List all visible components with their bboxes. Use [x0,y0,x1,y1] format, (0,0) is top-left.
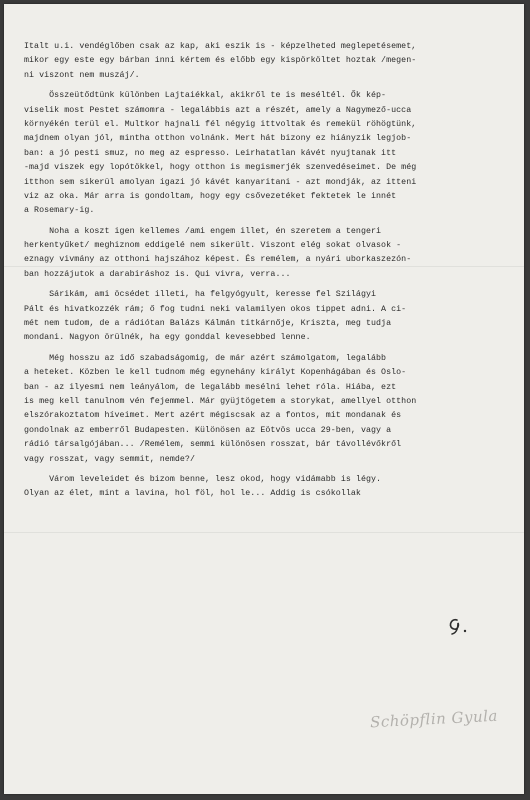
text-line: Noha a koszt igen kellemes /ami engem illet, én szeretem a tengeri [24,226,382,236]
faded-signature: Schöpflin Gyula [369,706,499,732]
text-line: a heteket. Közben le kell tudnom még egynehány királyt Kopenhágában és Oslo- [24,368,407,378]
letter-paragraph [24,288,514,346]
letter-paragraph [24,40,514,83]
text-line: Pált és hivatkozzék rám; ő fog tudni neki valamilyen okos tippet adni. A ci- [24,304,407,314]
letter-paragraph [24,89,514,219]
text-line: gondolnak az emberről Budapesten. Különösen az Eötvös ucca 29-ben, vagy a [24,425,392,435]
handwritten-initial-mark [446,616,470,636]
text-line: vagy rosszat, vagy semmit, nemde?/ [24,454,195,464]
text-line: is meg kell tanulnom vén fejemmel. Már gyüjtögetem a storykat, amellyel otthon [24,396,417,406]
text-line: Összeütődtünk különben Lajtaiékkal, akikről te is meséltél. Ők kép- [24,91,387,101]
text-line: eznagy vivmány az otthoni hajszához képest. És remélem, a nyári uborkaszezón- [24,255,412,265]
letter-paragraph [24,352,514,467]
text-line: Italt u.i. vendéglőben csak az kap, aki eszik is - képzelheted meglepetésemet, [24,42,417,51]
text-line: itthon sem sikerül amolyan igazi jó kávét kanyaritani - azt mondják, az itteni [24,177,417,187]
text-line: Még hosszu az idő szabadságomig, de már azért számolgatom, legalább [24,353,387,363]
text-line: majdnem olyan jól, mintha otthon volnánk. Mert hát bizony ez hiányzik legjob- [24,134,412,144]
text-line: -majd viszek egy lopótökkel, hogy otthon is megismerjék szenvedéseimet. De még [24,163,417,173]
text-line: viz az oka. Már arra is gondoltam, hogy egy csővezetéket fektetek le innét [24,191,397,201]
text-line: Sárikám, ami öcsédet illeti, ha felgyógyult, keresse fel Szilágyi [24,290,377,300]
text-line: ban hozzájutok a darabiráshoz is. Qui vivra, verra... [24,269,291,279]
text-line: herkentyűket/ meghiznom eddigelé nem sikerült. Viszont elég sokat olvasok - [24,241,402,251]
paper-fold [4,532,524,533]
text-line: viselik most Pestet számomra - legalábbis azt a részét, amely a Nagymező-ucca [24,105,412,115]
text-line: Olyan az élet, mint a lavina, hol föl, hol le... Addig is csókollak [24,489,361,499]
text-line: mondani. Nagyon örülnék, ha egy gonddal kevesebbed lenne. [24,333,311,343]
text-line: mét nem tudom, de a rádiótan Balázs Kálmán titkárnője, Kriszta, meg tudja [24,319,392,329]
letter-paragraph [24,225,514,283]
text-line: ban: a jó pesti smuz, no meg az espresso. Leirhatatlan kávét nyujtanak itt [24,148,397,158]
text-line: rádió társalgójában... /Remélem, semmi különösen rosszat, bár távollévőkről [24,440,402,450]
letter-body [24,40,514,502]
letter-paragraph [24,473,514,502]
text-line: Várom leveleidet és bizom benne, lesz okod, hogy vidámabb is légy. [24,474,382,484]
text-line: elszórakoztatom híveimet. Mert azért mégiscsak az a fontos, mit mondanak és [24,411,402,421]
text-line: ni viszont nem muszáj/. [24,70,140,80]
text-line: ban - az ilyesmi nem leányálom, de legalább mesélni lehet róla. Hiába, ezt [24,382,397,392]
text-line: környékén terül el. Multkor hajnali fél négyig ittvoltak és remekül röhögtünk, [24,119,417,129]
text-line: mikor egy este egy bárban inni kértem és előbb egy kispörköltet hoztak /megen- [24,56,417,66]
text-line: a Rosemary-ig. [24,206,95,216]
letter-page [4,4,524,794]
